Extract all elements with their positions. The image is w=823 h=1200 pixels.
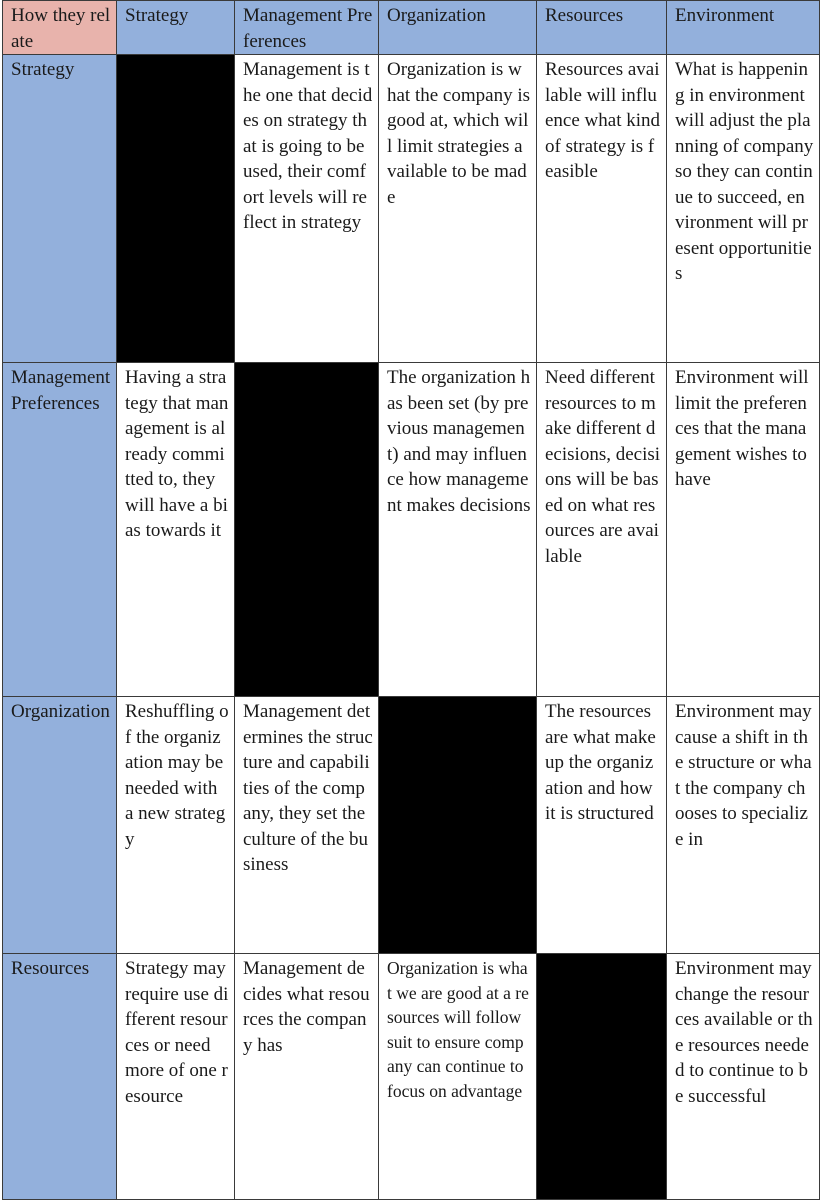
table-row-organization — [3, 697, 820, 954]
table-cell: Environment will limit the preferences that the management wishes to have — [667, 363, 820, 697]
row-header-organization: Organization — [3, 697, 117, 954]
corner-header-cell: How they relate — [3, 1, 117, 55]
table-cell: Having a strategy that management is already committed to, they will have a bias towards it — [117, 363, 235, 697]
table-cell: Resources available will influence what kind of strategy is feasible — [537, 55, 667, 363]
table-row-resources — [3, 954, 820, 1200]
table-cell: Management decides what resources the company has — [235, 954, 379, 1200]
column-header-resources: Resources — [537, 1, 667, 55]
table-cell: Organization is what we are good at a resources will follow suit to ensure company can continue to focus on advantage — [379, 954, 537, 1200]
table-cell: Management determines the structure and capabilities of the company, they set the culture of the business — [235, 697, 379, 954]
table-cell: Environment may change the resources available or the resources needed to continue to be successful — [667, 954, 820, 1200]
column-header-environment: Environment — [667, 1, 820, 55]
row-header-resources: Resources — [3, 954, 117, 1200]
table-cell: Reshuffling of the organization may be needed with a new strategy — [117, 697, 235, 954]
table-cell: Need different resources to make different decisions, decisions will be based on what resources are available — [537, 363, 667, 697]
column-header-management-preferences: Management Preferences — [235, 1, 379, 55]
table-cell: Environment may cause a shift in the structure or what the company chooses to specialize in — [667, 697, 820, 954]
table-cell: The organization has been set (by previous management) and may influence how management makes decisions — [379, 363, 537, 697]
relationship-matrix-table — [2, 0, 820, 1200]
row-header-strategy: Strategy — [3, 55, 117, 363]
table-cell: What is happening in environment will adjust the planning of company so they can continue to succeed, environment will present opportunities — [667, 55, 820, 363]
table-cell: Management is the one that decides on strategy that is going to be used, their comfort levels will reflect in strategy — [235, 55, 379, 363]
column-header-strategy: Strategy — [117, 1, 235, 55]
blank-diagonal-cell — [537, 954, 667, 1200]
table-row-strategy — [3, 55, 820, 363]
table-row-management-preferences — [3, 363, 820, 697]
row-header-management-preferences: Management Preferences — [3, 363, 117, 697]
header-row — [3, 1, 820, 55]
table-cell: Organization is what the company is good at, which will limit strategies available to be made — [379, 55, 537, 363]
blank-diagonal-cell — [117, 55, 235, 363]
column-header-organization: Organization — [379, 1, 537, 55]
blank-diagonal-cell — [379, 697, 537, 954]
table-cell: Strategy may require use different resources or need more of one resource — [117, 954, 235, 1200]
table-cell: The resources are what make up the organization and how it is structured — [537, 697, 667, 954]
blank-diagonal-cell — [235, 363, 379, 697]
